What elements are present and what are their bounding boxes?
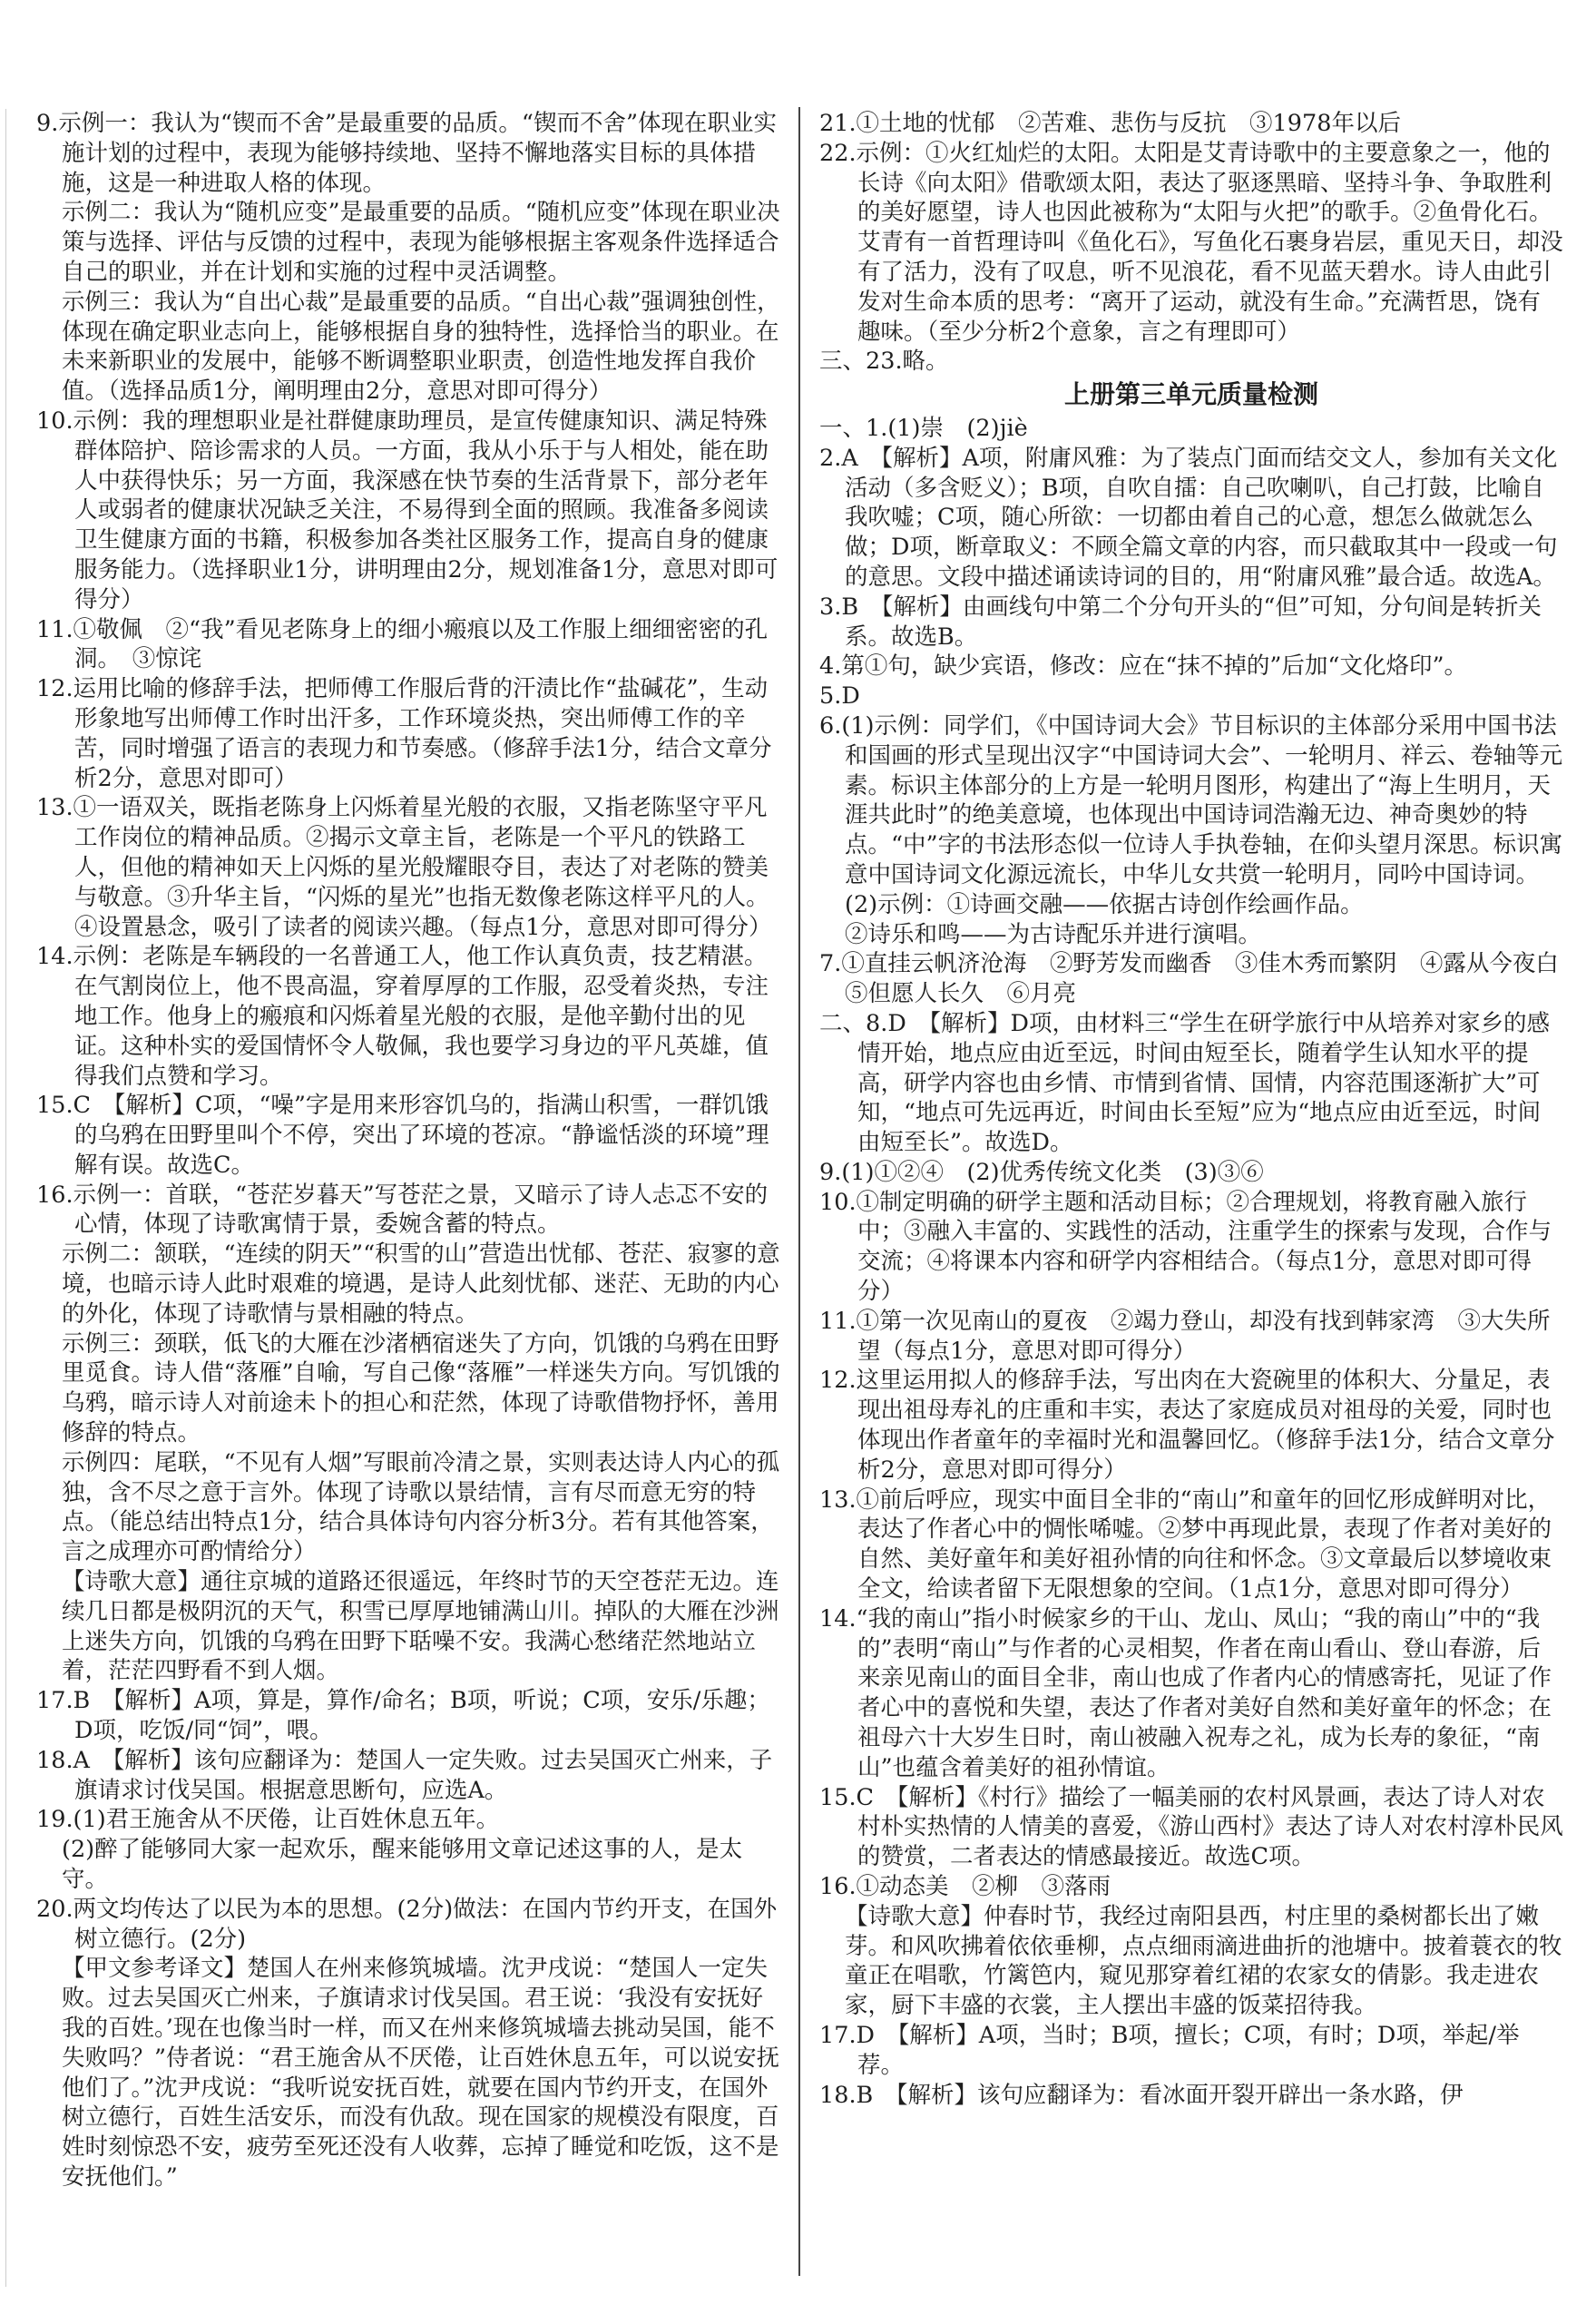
answer-14-b: 14.“我的南山”指小时候家乡的干山、龙山、凤山；“我的南山”中的“我的”表明“南山”与作者的心灵相契，作者在南山看山、登山春游，后来亲见南山的面目全非，南山也成了作者内心的情感寄托，见证了作者心中的喜悦和失望，表达了作者对美好自然和美好童年的怀念；在祖母六十大岁生日时，南山被融入祝寿之礼，成为长寿的象征，“南山”也蕴含着美好的祖孙情谊。 — [819, 1604, 1552, 1781]
answer-13-b: 13.①前后呼应，现实中面目全非的“南山”和童年的回忆形成鲜明对比，表达了作者心中的惆怅唏嘘。②梦中再现此景，表现了作者对美好的自然、美好童年和美好祖孙情的向往和怀念。③文章最后以梦境收束全文，给读者留下无限想象的空间。（1点1分，意思对即可得分） — [819, 1486, 1552, 1603]
answer-2: 2.A 【解析】A项，附庸风雅：为了装点门面而结交文人，参加有关文化活动（多含贬义）；B项，自吹自擂：自己吹喇叭，自己打鼓，比喻自我吹嘘；C项，随心所欲：一切都由着自己的心意，想怎么做就怎么做；D项，断章取义：不顾全篇文章的内容，而只截取其中一段或一句的意思。文段中描述诵读诗词的目的，用“附庸风雅”最合适。故选A。 — [819, 444, 1558, 591]
answer-3: 3.B 【解析】由画线句中第二个分句开头的“但”可知，分句间是转折关系。故选B。 — [819, 593, 1542, 651]
answer-17-b: 17.D 【解析】A项，当时；B项，擅长；C项，有时；D项，举起/举荐。 — [819, 2022, 1520, 2079]
answer-16-example-4: 示例四：尾联，“不见有人烟”写眼前冷清之景，实则表达诗人内心的孤独，含不尽之意于言外。体现了诗歌以景结情，言有尽而意无穷的特点。（能总结出特点1分，结合具体诗句内容分析3分。若有其他答案，言之成理亦可酌情给分） — [62, 1448, 780, 1566]
right-column — [819, 109, 1582, 2110]
answer-7: 7.①直挂云帆济沧海 ②野芳发而幽香 ③佳木秀而繁阴 ④露从今夜白 ⑤但愿人长久 ⑥月亮 — [819, 950, 1582, 1008]
answer-15: 15.C 【解析】C项，“噪”字是用来形容饥乌的，指满山积雪，一群饥饿的乌鸦在田野里叫个不停，突出了环境的苍凉。“静谧恬淡的环境”理解有误。故选C。 — [36, 1092, 769, 1179]
answer-11: 11.①敬佩 ②“我”看见老陈身上的细小瘢痕以及工作服上细细密密的孔洞。 ③惊诧 — [36, 615, 769, 673]
answer-18: 18.A 【解析】该句应翻译为：楚国人一定失败。过去吴国灭亡州来，子旗请求讨伐吴国。根据意思断句，应选A。 — [36, 1746, 773, 1804]
answer-9-example-3: 示例三：我认为“自出心裁”是最重要的品质。“自出心裁”强调独创性，体现在确定职业志向上，能够根据自身的独特性，选择恰当的职业。在未来新职业的发展中，能够不断调整职业职责，创造性地发挥自我价值。（选择品质1分，阐明理由2分，意思对即可得分） — [62, 288, 780, 406]
answer-16-example-2: 示例二：颔联，“连续的阴天”“积雪的山”营造出忧郁、苍茫、寂寥的意境，也暗示诗人此时艰难的境遇，是诗人此刻忧郁、迷茫、无助的内心的外化，体现了诗歌情与景相融的特点。 — [62, 1240, 780, 1328]
answer-9-example-1: 9.示例一：我认为“锲而不舍”是最重要的品质。“锲而不舍”体现在职业实施计划的过程中，表现为能够持续地、坚持不懈地落实目标的具体措施，这是一种进取人格的体现。 — [36, 110, 777, 197]
column-divider — [798, 107, 800, 2276]
answer-12: 12.运用比喻的修辞手法，把师傅工作服后背的汗渍比作“盐碱花”，生动形象地写出师傅工作时出汗多，工作环境炎热，突出师傅工作的辛苦，同时增强了语言的表现力和节奏感。（修辞手法1分，结合文章分析2分，意思对即可） — [36, 675, 772, 792]
page-edge — [0, 109, 6, 2287]
answer-15-b: 15.C 【解析】《村行》描绘了一幅美丽的农村风景画，表达了诗人对农村朴实热情的人情美的喜爱，《游山西村》表达了诗人对农村淳朴民风的赞赏，二者表达的情感最接近。故选C项。 — [819, 1783, 1563, 1871]
answer-16-example-1: 16.示例一：首联，“苍茫岁暮天”写苍茫之景，又暗示了诗人忐忑不安的心情，体现了诗歌寓情于景，委婉含蓄的特点。 — [36, 1181, 769, 1239]
answer-10: 10.示例：我的理想职业是社群健康助理员，是宣传健康知识、满足特殊群体陪护、陪诊需求的人员。一方面，我从小乐于与人相处，能在助人中获得快乐；另一方面，我深感在快节奏的生活背景下，部分老年人或弱者的健康状况缺乏关注，不易得到全面的照顾。我准备多阅读卫生健康方面的书籍，积极参加各类社区服务工作，提高自身的健康服务能力。（选择职业1分，讲明理由2分，规划准备1分，意思对即可得分） — [36, 407, 778, 613]
answer-12-b: 12.这里运用拟人的修辞手法，写出肉在大瓷碗里的体积大、分量足，表现出祖母寿礼的庄重和丰实，表达了家庭成员对祖母的关爱，同时也体现出作者童年的幸福时光和温馨回忆。（修辞手法1分，结合文章分析2分，意思对即可得分） — [819, 1367, 1555, 1484]
answer-10-b: 10.①制定明确的研学主题和活动目标；②合理规划，将教育融入旅行中；③融入丰富的、实践性的活动，注重学生的探索与发现，合作与交流；④将课本内容和研学内容相结合。（每点1分，意思对即可得分） — [819, 1188, 1552, 1306]
answer-19-1: 19.(1)君王施舍从不厌倦，让百姓休息五年。 — [36, 1806, 500, 1834]
poem-meaning-16-b: 【诗歌大意】仲春时节，我经过南阳县西，村庄里的桑树都长出了嫩芽。和风吹拂着依依垂柳，点点细雨滴进曲折的池塘中。披着蓑衣的牧童正在唱歌，竹篱笆内，窥见那穿着红裙的农家女的倩影。我走进农家，厨下丰盛的衣裳，主人摆出丰盛的饭菜招待我。 — [845, 1902, 1562, 2020]
answer-4: 4.第①句，缺少宾语，修改：应在“抹不掉的”后加“文化烙印”。 — [819, 652, 1467, 681]
answer-20: 20.两文均传达了以民为本的思想。(2分)做法：在国内节约开支，在国外树立德行。(2分) — [36, 1895, 778, 1953]
answer-13: 13.①一语双关，既指老陈身上闪烁着星光般的衣服，又指老陈坚守平凡工作岗位的精神品质。②揭示文章主旨，老陈是一个平凡的铁路工人，但他的精神如天上闪烁的星光般耀眼夺目，表达了对老陈的赞美与敬意。③升华主旨，“闪烁的星光”也指无数像老陈这样平凡的人。④设置悬念，吸引了读者的阅读兴趣。（每点1分，意思对即可得分） — [36, 794, 772, 941]
translation-jia: 【甲文参考译文】楚国人在州来修筑城墙。沈尹戌说：“楚国人一定失败。过去吴国灭亡州来，子旗请求讨伐吴国。君王说：‘我没有安抚好我的百姓。’现在也像当时一样，而又在州来修筑城墙去挑动吴国，能不失败吗？”侍者说：“君王施舍从不厌倦，让百姓休息五年，可以说安抚他们了。”沈尹戌说：“我听说安抚百姓，就要在国内节约开支，在国外树立德行，百姓生活安乐，而没有仇敌。现在国家的规模没有限度，百姓时刻惊恐不安，疲劳至死还没有人收葬，忘掉了睡觉和吃饭，这不是安抚他们。” — [62, 1955, 780, 2191]
answer-9: 9.(1)①②④ (2)优秀传统文化类 (3)③⑥ — [819, 1158, 1264, 1186]
answer-23: 三、23.略。 — [819, 348, 949, 376]
poem-meaning-16: 【诗歌大意】通往京城的道路还很遥远，年终时节的天空苍茫无边。连续几日都是极阴沉的天气，积雪已厚厚地铺满山川。掉队的大雁在沙洲上迷失方向，饥饿的乌鸦在田野下聒噪不安。我满心愁绪茫然地站立着，茫茫四野看不到人烟。 — [62, 1568, 779, 1685]
answer-6-2-b: ②诗乐和鸣——为古诗配乐并进行演唱。 — [845, 920, 1262, 948]
answer-16-b: 16.①动态美 ②柳 ③落雨 — [819, 1873, 1111, 1901]
answer-6-2: (2)示例：①诗画交融——依据古诗创作绘画作品。 — [845, 890, 1364, 918]
answer-19-2: (2)醉了能够同大家一起欢乐，醒来能够用文章记述这事的人，是太守。 — [62, 1836, 743, 1894]
answer-5: 5.D — [819, 682, 860, 711]
answer-6-1: 6.(1)示例：同学们，《中国诗词大会》节目标识的主体部分采用中国书法和国画的形式呈现出汉字“中国诗词大会”、一轮明月、祥云、卷轴等元素。标识主体部分的上方是一轮明月图形，构建出了“海上生明月，天涯共此时”的绝美意境，也体现出中国诗词浩瀚无边、神奇奥妙的特点。“中”字的书法形态似一位诗人手执卷轴，在仰头望月深思。标识寓意中国诗词文化源远流长，中华儿女共赏一轮明月，同吟中国诗词。 — [819, 711, 1563, 888]
answer-11-b: 11.①第一次见南山的夏夜 ②竭力登山，却没有找到韩家湾 ③大失所望（每点1分，意思对即可得分） — [819, 1307, 1551, 1365]
left-column — [36, 109, 780, 2192]
section-heading: 上册第三单元质量检测 — [1063, 379, 1318, 410]
answer-8: 二、8.D 【解析】D项，由材料三“学生在研学旅行中从培养对家乡的感情开始，地点应由近至远，时间由短至长，随着学生认知水平的提高，研学内容也由乡情、市情到省情、国情，内容范围逐渐扩大”可知，“地点可先远再近，时间由长至短”应为“地点应由近至远，时间由短至长”。故选D。 — [819, 1009, 1551, 1157]
answer-14: 14.示例：老陈是车辆段的一名普通工人，他工作认真负责，技艺精湛。在气割岗位上，他不畏高温，穿着厚厚的工作服，忍受着炎热，专注地工作。他身上的瘢痕和闪烁着星光般的衣服，是他辛勤付出的见证。这种朴实的爱国情怀令人敬佩，我也要学习身边的平凡英雄，值得我们点赞和学习。 — [36, 943, 769, 1090]
answer-1: 一、1.(1)崇 (2)jiè — [819, 414, 1028, 442]
answer-22: 22.示例：①火红灿烂的太阳。太阳是艾青诗歌中的主要意象之一，他的长诗《向太阳》借歌颂太阳，表达了驱逐黑暗、坚持斗争、争取胜利的美好愿望，诗人也因此被称为“太阳与火把”的歌手。②鱼骨化石。艾青有一首哲理诗叫《鱼化石》，写鱼化石裹身岩层，重见天日，却没有了活力，没有了叹息，听不见浪花，看不见蓝天碧水。诗人由此引发对生命本质的思考：“离开了运动，就没有生命。”充满哲思，饶有趣味。（至少分析2个意象，言之有理即可） — [819, 139, 1563, 346]
answer-16-example-3: 示例三：颈联，低飞的大雁在沙渚栖宿迷失了方向，饥饿的乌鸦在田野里觅食。诗人借“落雁”自喻，写自己像“落雁”一样迷失方向。写饥饿的乌鸦，暗示诗人对前途未卜的担心和茫然，体现了诗歌借物抒怀，善用修辞的特点。 — [62, 1329, 780, 1447]
answer-18-b: 18.B 【解析】该句应翻译为：看冰面开裂开辟出一条水路，伊 — [819, 2081, 1464, 2109]
answer-9-example-2: 示例二：我认为“随机应变”是最重要的品质。“随机应变”体现在职业决策与选择、评估与反馈的过程中，表现为能够根据主客观条件选择适合自己的职业，并在计划和实施的过程中灵活调整。 — [62, 199, 780, 286]
answer-17: 17.B 【解析】A项，算是，算作/命名；B项，听说；C项，安乐/乐趣；D项，吃饭/同“饲”，喂。 — [36, 1687, 770, 1745]
answer-21: 21.①土地的忧郁 ②苦难、悲伤与反抗 ③1978年以后 — [819, 110, 1401, 137]
